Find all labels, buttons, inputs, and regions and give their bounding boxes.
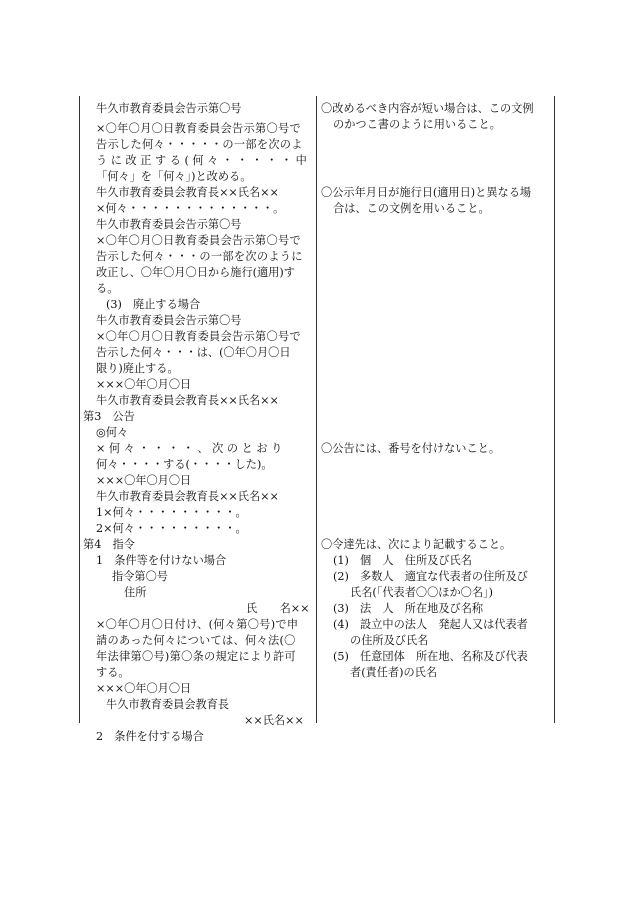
table-border-right [554,96,555,723]
body-text-line: 請のあった何々については、何々法(〇 [96,634,296,647]
notice-number-line: 牛久市教育委員会告示第〇号 [96,218,242,231]
body-text-line: 1×何々・・・・・・・・・。 [96,506,247,519]
body-text-line: ×〇年〇月〇日付け、(何々第〇号)で申 [96,618,299,631]
note-list-item: (3) 法 人 所在地及び名称 [333,602,484,615]
signature-line: 牛久市教育委員会教育長××氏名×× [96,490,279,503]
note-list-item: (1) 個 人 住所及び氏名 [333,554,472,567]
address-label: 住所 [124,586,147,599]
note-list-item: 者(責任者)の氏名 [350,666,438,679]
subsection-heading: 1 条件等を付けない場合 [96,554,227,567]
directive-number-line: 指令第〇号 [112,570,168,583]
note-list-item: (4) 設立中の法人 発起人又は代表者 [333,618,528,631]
note-list-item: (2) 多数人 適宜な代表者の住所及び [333,570,528,583]
notice-number-line: 牛久市教育委員会告示第〇号 [96,314,242,327]
body-text-line: 何々・・・・する(・・・・した)。 [96,458,273,471]
body-text-line: 「何々」を「何々」)と改める。 [96,170,252,183]
body-text-line: ◎何々 [96,426,129,439]
note-line: 〇公告には、番号を付けないこと。 [321,442,501,455]
body-text-line: う に 改 正 す る ( 何 々 ・ ・ ・ ・ ・ 中 [96,154,307,167]
body-text-line: ×〇年〇月〇日教育委員会告示第〇号で [96,330,301,343]
body-text-line: 2×何々・・・・・・・・・。 [96,522,247,535]
name-label: 氏 名×× [246,602,310,615]
note-line: 〇令達先は、次により記載すること。 [321,538,512,551]
date-line: ×××〇年〇月〇日 [96,378,192,391]
section-heading: 第3 公告 [83,410,135,423]
signature-line: 牛久市教育委員会教育長××氏名×× [96,186,279,199]
body-text-line: × 何 々 ・ ・ ・ ・ 、 次 の と お り [96,442,283,455]
body-text-line: する。 [96,666,130,679]
section-heading: 第4 指令 [83,538,135,551]
body-text-line: 限り)廃止する。 [96,362,179,375]
body-text-line: 告示した何々・・・は、(〇年〇月〇日 [96,346,291,359]
date-line: ×××〇年〇月〇日 [96,682,192,695]
note-line: 〇公示年月日が施行日(適用日)と異なる場 [321,186,532,199]
body-text-line: 改正し、〇年〇月〇日から施行(適用)す [96,266,295,279]
body-text-line: ×〇年〇月〇日教育委員会告示第〇号で [96,234,301,247]
signature-name-line: ××氏名×× [244,714,304,727]
notice-number-line: 牛久市教育委員会告示第〇号 [96,102,242,115]
body-text-line: ×何々・・・・・・・・・・・・・。 [96,202,285,215]
note-list-item: (5) 任意団体 所在地、名称及び代表 [333,650,528,663]
body-text-line: ×〇年〇月〇日教育委員会告示第〇号で [96,122,301,135]
subsection-heading: (3) 廃止する場合 [106,298,201,311]
note-line: のかつこ書のように用いること。 [333,118,501,131]
subsection-heading: 2 条件を付する場合 [96,730,204,743]
note-line: 〇改めるべき内容が短い場合は、この文例 [321,102,534,115]
signature-line: 牛久市教育委員会教育長××氏名×× [96,394,279,407]
note-list-item: 氏名(「代表者〇〇ほか〇名」) [350,586,493,599]
date-line: ×××〇年〇月〇日 [96,474,192,487]
table-column-divider [316,96,317,723]
body-text-line: 告示した何々・・・・・の一部を次のよ [96,138,303,151]
note-line: 合は、この文例を用いること。 [333,202,490,215]
signature-line: 牛久市教育委員会教育長 [106,698,230,711]
note-list-item: の住所及び氏名 [350,634,429,647]
table-border-left [79,96,80,723]
body-text-line: 年法律第〇号)第〇条の規定により許可 [96,650,296,663]
body-text-line: る。 [96,282,119,295]
body-text-line: 告示した何々・・・の一部を次のように [96,250,303,263]
